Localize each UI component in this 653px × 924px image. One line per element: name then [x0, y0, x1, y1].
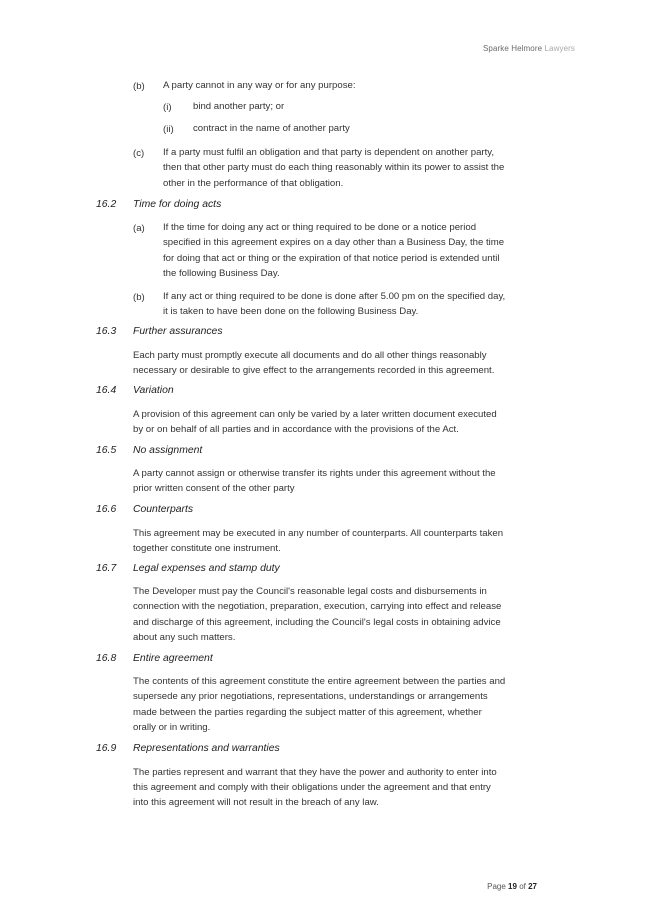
- clause-16-9-number: 16.9: [96, 743, 117, 754]
- clause-16-8-line-1: The contents of this agreement constitute the entire agreement between the parties and: [133, 676, 506, 687]
- page-current: 19: [508, 882, 517, 891]
- clause-16-3-number: 16.3: [96, 326, 117, 337]
- clause-16-4-title: Variation: [133, 385, 174, 396]
- clause-16-2-b-line-1: If any act or thing required to be done is done after 5.00 pm on the specified day,: [163, 291, 506, 302]
- clause-16-2-a-line-2: specified in this agreement expires on a day other than a Business Day, the time: [163, 237, 505, 248]
- clause-16-9-line-3: into this agreement will not result in the breach of any law.: [133, 797, 379, 808]
- clause-16-8-title: Entire agreement: [133, 653, 213, 664]
- clause-16-9-line-1: The parties represent and warrant that they have the power and authority to enter into: [133, 767, 497, 778]
- clause-16-2-a-line-4: the following Business Day.: [163, 268, 280, 279]
- clause-16-7-title: Legal expenses and stamp duty: [133, 563, 280, 574]
- clause-16-8-line-3: made between the parties regarding the subject matter of this agreement, whether: [133, 707, 482, 718]
- page-word: Page: [487, 882, 506, 891]
- clause-16-7-line-2: connection with the negotiation, preparation, execution, carrying into effect and release: [133, 601, 502, 612]
- page-number-footer: [487, 882, 537, 891]
- clause-16-8-number: 16.8: [96, 653, 117, 664]
- clause-16-3-line-2: necessary or desirable to give effect to the arrangements recorded in this agreement.: [133, 365, 495, 376]
- clause-16-1-b-ii-label: (ii): [163, 124, 174, 135]
- clause-16-3-line-1: Each party must promptly execute all documents and do all other things reasonably: [133, 350, 487, 361]
- clause-16-1-b-label: (b): [133, 81, 145, 92]
- clause-16-6-title: Counterparts: [133, 504, 194, 515]
- clause-16-6-line-1: This agreement may be executed in any number of counterparts. All counterparts taken: [133, 528, 504, 539]
- clause-16-4-number: 16.4: [96, 385, 117, 396]
- clause-16-5-number: 16.5: [96, 445, 117, 456]
- clause-16-1-c-label: (c): [133, 148, 145, 159]
- clause-16-6-line-2: together constitute one instrument.: [133, 543, 281, 554]
- clause-16-2-a-label: (a): [133, 223, 145, 234]
- clause-16-2-title: Time for doing acts: [133, 199, 222, 210]
- clause-16-8-line-2: supersede any prior negotiations, representations, understandings or arrangements: [133, 691, 488, 702]
- clause-16-7-line-4: about any such matters.: [133, 632, 236, 643]
- clause-16-7-line-3: and discharge of this agreement, including the Council's legal costs in obtaining advice: [133, 617, 501, 628]
- clause-16-2-b-line-2: it is taken to have been done on the following Business Day.: [163, 306, 419, 317]
- clause-16-1-b-ii-text: contract in the name of another party: [193, 123, 350, 134]
- clause-16-9-line-2: this agreement and comply with their obligations under the agreement and that entry: [133, 782, 491, 793]
- clause-16-3-title: Further assurances: [133, 326, 223, 337]
- page-of: of: [519, 882, 526, 891]
- firm-name: Sparke Helmore: [482, 44, 543, 53]
- page-total: 27: [528, 882, 537, 891]
- firm-header: [483, 44, 575, 53]
- clause-16-1-b-i-text: bind another party; or: [193, 101, 285, 112]
- clause-16-1-c-line-1: If a party must fulfil an obligation and that party is dependent on another party,: [163, 147, 495, 158]
- clause-16-5-line-2: prior written consent of the other party: [133, 483, 295, 494]
- clause-16-2-a-line-3: for doing that act or thing or the expiration of that notice period is extended until: [163, 253, 500, 264]
- clause-16-1-b-i-label: (i): [163, 102, 172, 113]
- clause-16-4-line-2: by or on behalf of all parties and in accordance with the provisions of the Act.: [133, 424, 459, 435]
- clause-16-6-number: 16.6: [96, 504, 117, 515]
- clause-16-7-line-1: The Developer must pay the Council's reasonable legal costs and disbursements in: [133, 586, 487, 597]
- clause-16-2-a-line-1: If the time for doing any act or thing required to be done or a notice period: [163, 222, 477, 233]
- firm-suffix: Lawyers: [544, 44, 575, 53]
- clause-16-4-line-1: A provision of this agreement can only be varied by a later written document executed: [133, 409, 497, 420]
- clause-16-5-line-1: A party cannot assign or otherwise transfer its rights under this agreement without the: [133, 468, 496, 479]
- clause-16-1-c-line-2: then that other party must do each thing reasonably within its power to assist the: [163, 162, 505, 173]
- clause-16-5-title: No assignment: [133, 445, 203, 456]
- clause-16-1-c-line-3: other in the performance of that obligation.: [163, 178, 344, 189]
- clause-16-1-b-text: A party cannot in any way or for any purpose:: [163, 80, 356, 91]
- clause-16-9-title: Representations and warranties: [133, 743, 280, 754]
- clause-16-8-line-4: orally or in writing.: [133, 722, 211, 733]
- clause-16-2-number: 16.2: [96, 199, 117, 210]
- clause-16-7-number: 16.7: [96, 563, 117, 574]
- clause-16-2-b-label: (b): [133, 292, 145, 303]
